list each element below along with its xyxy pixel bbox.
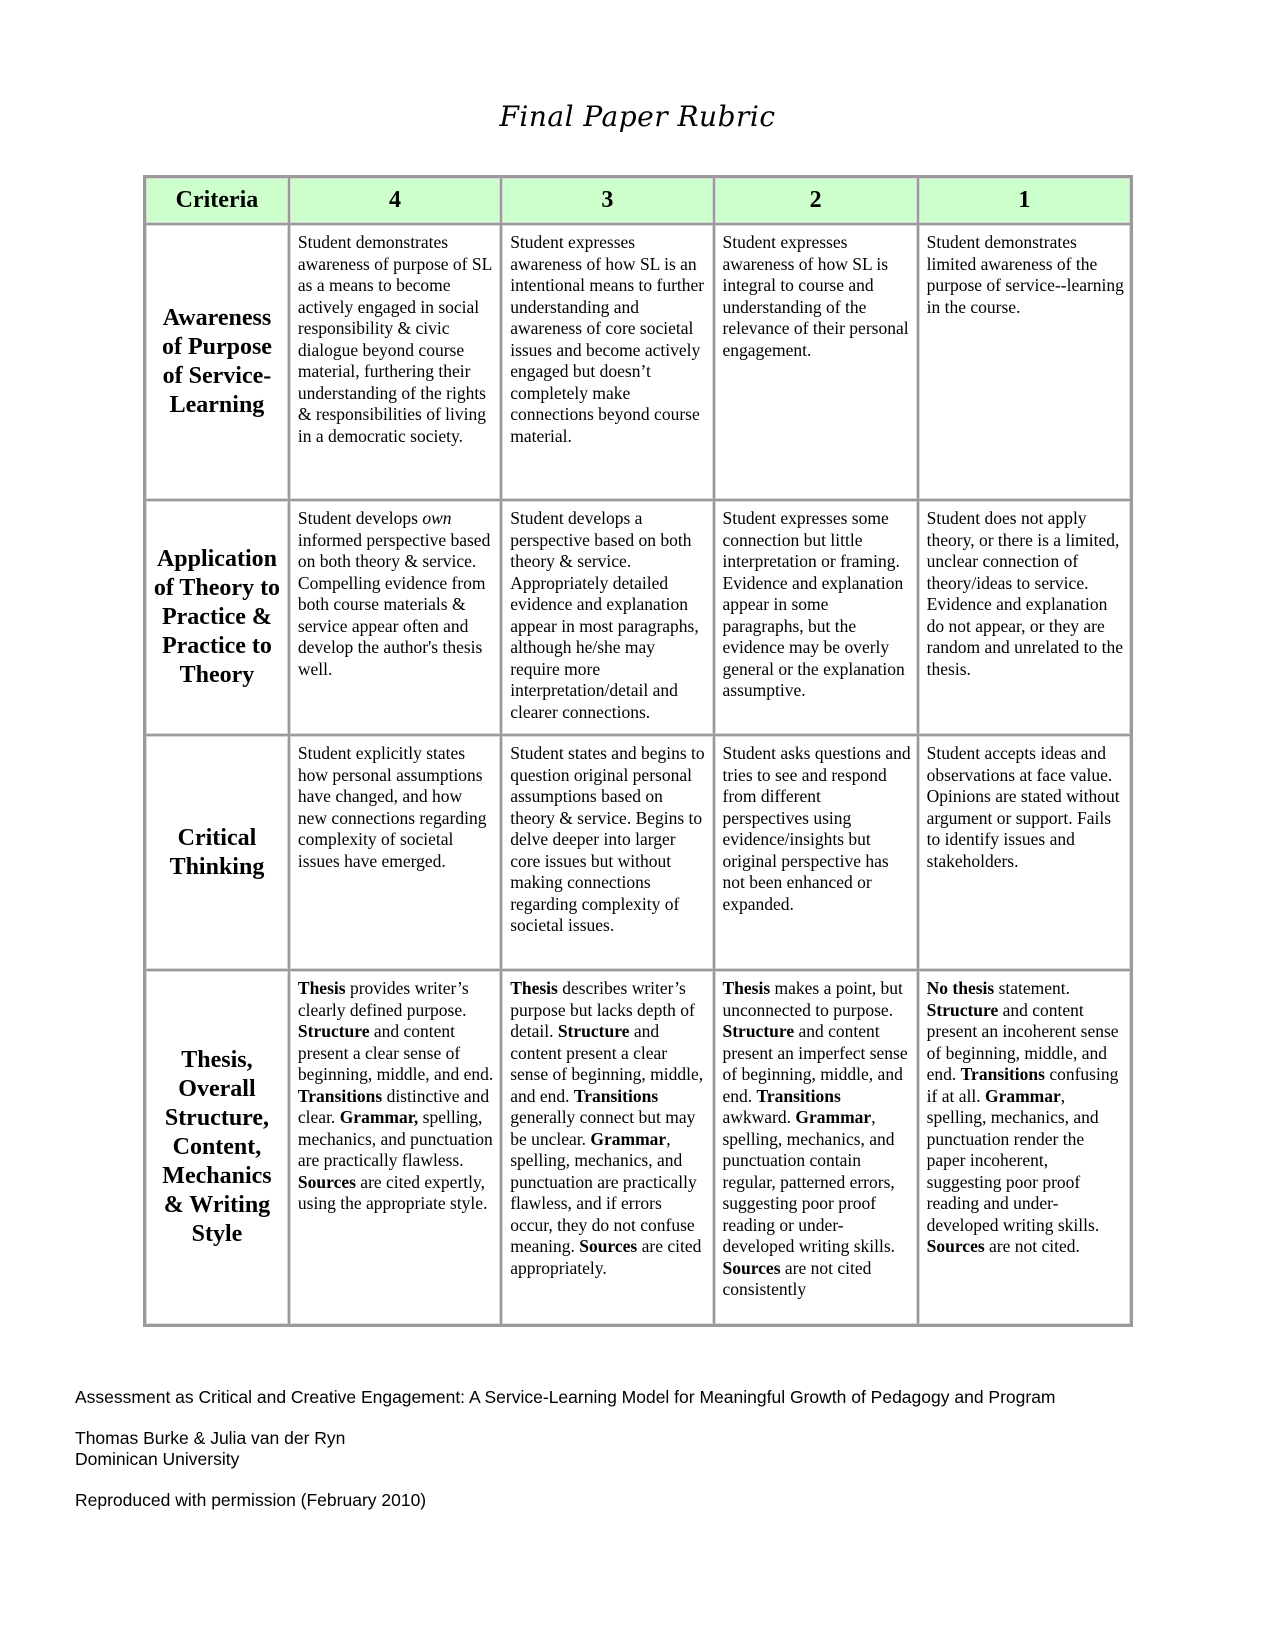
descriptor-text: distinctive and clear. bbox=[297, 1085, 490, 1127]
descriptor-text: are not cited consistently bbox=[722, 1257, 872, 1299]
descriptor-text: Grammar bbox=[795, 1107, 872, 1127]
descriptor-text: Thesis bbox=[510, 978, 558, 998]
descriptor-text: Sources bbox=[722, 1257, 781, 1278]
descriptor-text: generally connect but may be unclear. bbox=[510, 1107, 696, 1149]
descriptor-text: and content present a clear sense of beginning, middle, and end. bbox=[297, 1021, 494, 1084]
descriptor-cell bbox=[289, 735, 501, 970]
descriptor-text: Student demonstrates limited awareness of the purpose of service--learning in the course. bbox=[926, 232, 1124, 317]
descriptor-text: Grammar bbox=[590, 1128, 667, 1149]
descriptor-text: awkward. bbox=[722, 1107, 796, 1127]
descriptor-text: Structure bbox=[557, 1021, 630, 1041]
descriptor-cell bbox=[714, 500, 918, 735]
descriptor-cell bbox=[714, 224, 918, 500]
descriptor-text: Sources bbox=[297, 1171, 356, 1192]
descriptor-text: are cited appropriately. bbox=[510, 1236, 702, 1278]
descriptor-text: Student explicitly states how personal assumptions have changed, and how new connections regarding complexity of societal issues have emerged. bbox=[297, 743, 487, 871]
descriptor-text: Student expresses some connection but little interpretation or framing. Evidence and explanation appear in some paragraphs, but the evidence may be overly general or the explanation assumptive. bbox=[722, 508, 905, 700]
descriptor-text: Thesis bbox=[297, 978, 346, 998]
descriptor-cell bbox=[714, 735, 918, 970]
page-title: Final Paper Rubric bbox=[499, 100, 776, 133]
descriptor-cell bbox=[918, 735, 1131, 970]
criterion-label: Application of Theory to Practice & Practice to Theory bbox=[145, 500, 289, 735]
footer-institution: Dominican University bbox=[75, 1449, 240, 1469]
descriptor-text: Student demonstrates awareness of purpose of SL as a means to become actively engaged in social responsibility & civic dialogue beyond course material, furthering their understanding of the rights & responsibilities of living in a democratic society. bbox=[297, 232, 492, 446]
descriptor-cell bbox=[918, 500, 1131, 735]
descriptor-text: Sources bbox=[926, 1236, 985, 1256]
rubric-row-critical-thinking bbox=[145, 735, 1131, 970]
descriptor-text: spelling, mechanics, and punctuation are practically flawless. bbox=[297, 1107, 493, 1170]
descriptor-text: are not cited. bbox=[984, 1236, 1080, 1256]
descriptor-text: , spelling, mechanics, and punctuation are practically flawless, and if errors occur, they do not confuse meaning. bbox=[510, 1128, 697, 1256]
header-score-1: 1 bbox=[918, 177, 1131, 224]
descriptor-text: Transitions bbox=[573, 1085, 659, 1106]
header-score-3: 3 bbox=[501, 177, 713, 224]
descriptor-text: Student accepts ideas and observations at face value. Opinions are stated without argument or support. Fails to identify issues and stakeholders. bbox=[926, 743, 1120, 871]
header-criteria: Criteria bbox=[145, 177, 289, 224]
descriptor-cell bbox=[714, 970, 918, 1325]
descriptor-text: describes writer’s purpose but lacks depth of detail. bbox=[510, 978, 695, 1041]
descriptor-cell bbox=[501, 735, 713, 970]
descriptor-cell bbox=[918, 224, 1131, 500]
descriptor-text: Student states and begins to question original personal assumptions based on theory & service. Begins to delve deeper into larger core issues but without making connections regarding complexity of societal issues. bbox=[510, 743, 705, 935]
descriptor-text: Structure bbox=[722, 1021, 795, 1041]
descriptor-text: Structure bbox=[297, 1021, 370, 1041]
descriptor-text: Transitions bbox=[297, 1085, 383, 1106]
descriptor-text: , spelling, mechanics, and punctuation contain regular, patterned errors, suggesting poor proof reading or under-developed writing skills. bbox=[722, 1107, 896, 1256]
header-score-2: 2 bbox=[714, 177, 918, 224]
descriptor-text: Grammar bbox=[984, 1085, 1061, 1106]
descriptor-text: and content present a clear sense of beginning, middle, and end. bbox=[510, 1021, 704, 1106]
descriptor-text: Sources bbox=[579, 1236, 638, 1256]
footer-authors: Thomas Burke & Julia van der Ryn bbox=[75, 1428, 346, 1448]
criterion-label: Critical Thinking bbox=[145, 735, 289, 970]
descriptor-text: Student develops bbox=[297, 508, 423, 528]
rubric-table bbox=[143, 175, 1133, 1327]
descriptor-cell bbox=[918, 970, 1131, 1325]
descriptor-text: makes a point, but unconnected to purpose. bbox=[722, 978, 903, 1020]
footer-permission: Reproduced with permission (February 2010) bbox=[75, 1490, 427, 1510]
descriptor-cell bbox=[501, 970, 713, 1325]
descriptor-text: and content present an incoherent sense of beginning, middle, and end. bbox=[926, 999, 1119, 1084]
descriptor-text: Student expresses awareness of how SL is integral to course and understanding of the relevance of their personal engagement. bbox=[722, 232, 909, 360]
rubric-row-awareness bbox=[145, 224, 1131, 500]
footer-citation: Assessment as Critical and Creative Engagement: A Service-Learning Model for Meaningful Growth of Pedagogy and Program bbox=[75, 1387, 1056, 1407]
descriptor-text: own bbox=[422, 508, 452, 528]
criterion-label: Awareness of Purpose of Service-Learning bbox=[145, 224, 289, 500]
descriptor-text: Thesis bbox=[722, 978, 771, 998]
descriptor-text: Student asks questions and tries to see and respond from different perspectives using evidence/insights but original perspective has not been enhanced or expanded. bbox=[722, 743, 911, 914]
descriptor-text: Student does not apply theory, or there is a limited, unclear connection of theory/ideas to service. Evidence and explanation do not appear, or they are random and unrelated to the thesis. bbox=[926, 508, 1123, 679]
header-row bbox=[145, 177, 1131, 224]
descriptor-cell bbox=[501, 500, 713, 735]
rubric-row-thesis-structure bbox=[145, 970, 1131, 1325]
descriptor-text: are cited expertly, using the appropriate style. bbox=[297, 1171, 488, 1213]
descriptor-text: Structure bbox=[926, 999, 999, 1020]
descriptor-cell bbox=[289, 224, 501, 500]
descriptor-cell bbox=[289, 970, 501, 1325]
descriptor-text: Transitions bbox=[756, 1085, 841, 1106]
descriptor-text: No thesis bbox=[926, 978, 995, 998]
descriptor-text: informed perspective based on both theory & service. Compelling evidence from both course materials & service appear often and develop the author's thesis well. bbox=[297, 529, 491, 679]
criterion-label: Thesis, Overall Structure, Content, Mechanics & Writing Style bbox=[145, 970, 289, 1325]
descriptor-text: and content present an imperfect sense of beginning, middle, and end. bbox=[722, 1021, 908, 1106]
descriptor-text: Transitions bbox=[960, 1064, 1045, 1084]
descriptor-cell bbox=[289, 500, 501, 735]
descriptor-text: Grammar, bbox=[339, 1107, 419, 1127]
descriptor-text: provides writer’s clearly defined purpose. bbox=[297, 978, 469, 1020]
descriptor-text: , spelling, mechanics, and punctuation render the paper incoherent, suggesting poor proof reading and under-developed writing skills. bbox=[926, 1085, 1100, 1235]
descriptor-cell bbox=[501, 224, 713, 500]
descriptor-text: Student expresses awareness of how SL is an intentional means to further understanding and awareness of core societal issues and become actively engaged but doesn’t completely make connections beyond course material. bbox=[510, 232, 705, 446]
descriptor-text: Student develops a perspective based on both theory & service. Appropriately detailed evidence and explanation appear in most paragraphs, although he/she may require more interpretation/detail and clearer connections. bbox=[510, 508, 699, 722]
descriptor-text: statement. bbox=[994, 978, 1071, 998]
header-score-4: 4 bbox=[289, 177, 501, 224]
descriptor-text: confusing if at all. bbox=[926, 1064, 1119, 1106]
rubric-row-application bbox=[145, 500, 1131, 735]
